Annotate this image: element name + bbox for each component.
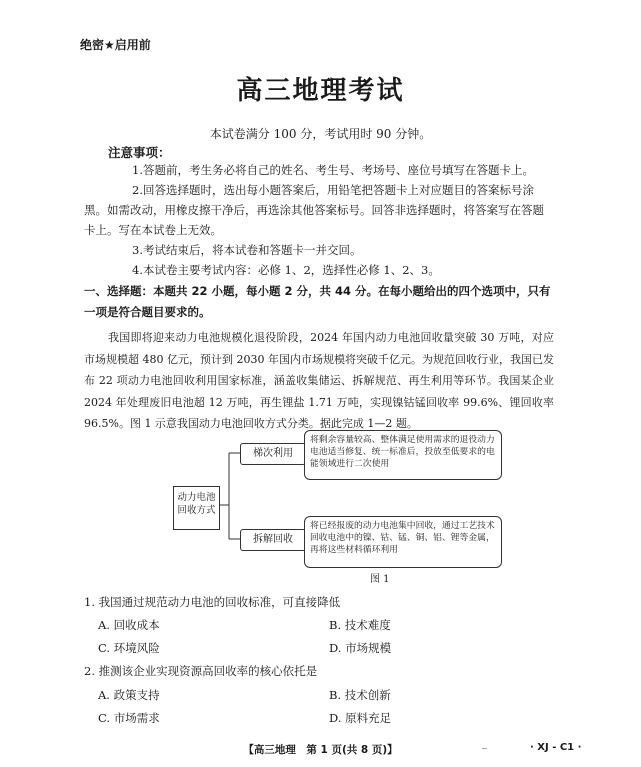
- question-2-stem: 2. 推测该企业实现资源高回收率的核心依托是: [84, 664, 318, 678]
- footer-code: · XJ - C1 ·: [530, 742, 582, 753]
- figure-desc-dismantle: 将已经报废的动力电池集中回收，通过工艺技术回收电池中的镍、钴、锰、铜、铝、锂等金属，再将这些材料循环利用: [304, 516, 502, 568]
- figure-branch-dismantle: 拆解回收: [240, 529, 306, 551]
- question-1-stem: 1. 我国通过规范动力电池的回收标准，可直接降低: [84, 595, 341, 609]
- figure-desc-cascade: 将剩余容量较高、整体满足使用需求的退役动力电池适当修复、统一标准后，投放至低要求的电能领域进行二次使用: [304, 430, 502, 480]
- score-time-line: 本试卷满分 100 分，考试用时 90 分钟。: [209, 127, 432, 141]
- note-2: 2.回答选择题时，选出每小题答案后，用铅笔把答题卡上对应题目的答案标号涂黑。如需改动，用橡皮擦干净后，再选涂其他答案标号。回答非选择题时，将答案写在答题卡上。写在本试卷上无效。: [84, 183, 544, 237]
- q2-option-c: C. 市场需求: [98, 711, 160, 725]
- figure-root-box: 动力电池回收方式: [173, 486, 220, 530]
- notice-heading: 注意事项：: [108, 145, 171, 160]
- reading-passage: [84, 327, 554, 435]
- q2-option-d: D. 原料充足: [329, 711, 392, 725]
- q2-option-a: A. 政策支持: [98, 688, 160, 702]
- figure-branch-cascade: 梯次利用: [240, 443, 306, 465]
- page-footer: 【高三地理 第 1 页(共 8 页)】: [243, 744, 398, 756]
- confidential-label: 绝密★启用前: [80, 38, 151, 52]
- passage-text: 我国即将迎来动力电池规模化退役阶段，2024 年国内动力电池回收量突破 30 万吨，对应市场规模超 480 亿元，预计到 2030 年国内市场规模将突破千亿元。为规范回收行业，我国已发布 22 项动力电池回收利用国家标准，涵盖收集储运、拆解规范、再生利用等环节。我国某企业 2024 年处理废旧电池超 12 万吨，再生锂盐 1.71 万吨，实现镍钴锰回收率 99.6%、锂回收率 96.5%。图 1 示意我国动力电池回收方式分类。据此完成 1—2 题。: [84, 331, 554, 430]
- figure-1: [160, 430, 500, 580]
- notes-block: [84, 160, 554, 280]
- q1-option-c: C. 环境风险: [98, 641, 160, 655]
- q1-option-a: A. 回收成本: [98, 618, 160, 632]
- footer-dash: _: [482, 738, 487, 749]
- section-heading: 一、选择题：本题共 22 小题，每小题 2 分，共 44 分。在每小题给出的四个选项中，只有一项是符合题目要求的。: [84, 284, 551, 319]
- q1-option-b: B. 技术难度: [329, 618, 391, 632]
- q2-option-b: B. 技术创新: [329, 688, 391, 702]
- note-4: 4.本试卷主要考试内容：必修 1、2，选择性必修 1、2、3。: [132, 263, 440, 277]
- exam-title: 高三地理考试: [236, 76, 405, 106]
- q1-option-d: D. 市场规模: [329, 641, 392, 655]
- figure-caption: 图 1: [370, 574, 390, 585]
- note-3: 3.考试结束后，将本试卷和答题卡一并交回。: [132, 243, 362, 257]
- note-1: 1.答题前，考生务必将自己的姓名、考生号、考场号、座位号填写在答题卡上。: [132, 163, 534, 177]
